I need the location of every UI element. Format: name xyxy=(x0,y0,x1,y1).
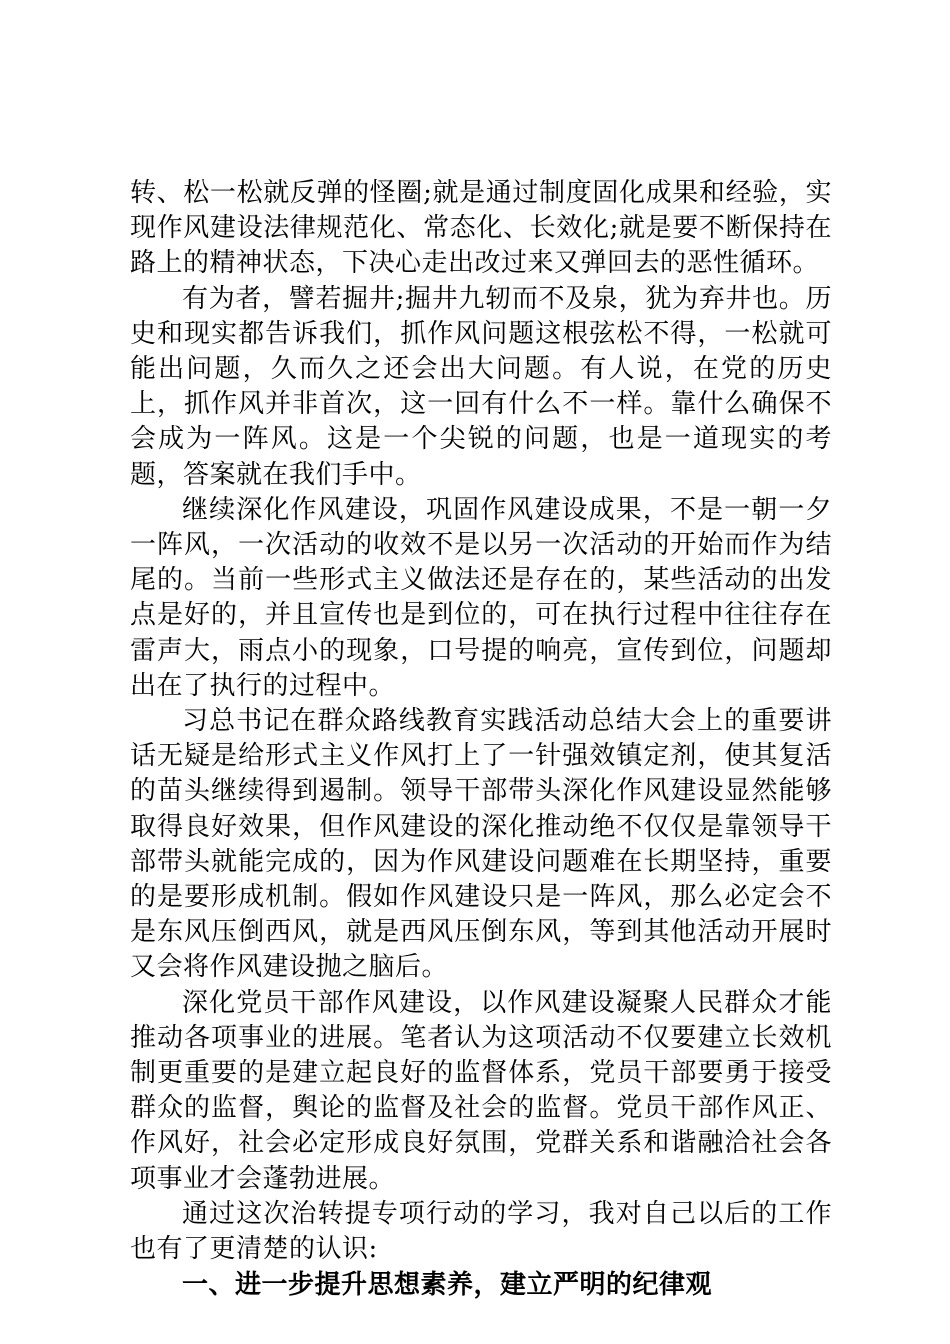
paragraph-6: 通过这次治转提专项行动的学习，我对自己以后的工作也有了更清楚的认识: xyxy=(130,1198,832,1265)
section-heading: 一、进一步提升思想素养，建立严明的纪律观 xyxy=(182,1270,713,1301)
document-body xyxy=(130,176,832,1303)
paragraph-4: 习总书记在群众路线教育实践活动总结大会上的重要讲话无疑是给形式主义作风打上了一针强效镇定剂，使其复活的苗头继续得到遏制。领导干部带头深化作风建设显然能够取得良好效果，但作风建设的深化推动绝不仅仅是靠领导干部带头就能完成的，因为作风建设问题难在长期坚持，重要的是要形成机制。假如作风建设只是一阵风，那么必定会不是东风压倒西风，就是西风压倒东风，等到其他活动开展时又会将作风建设抛之脑后。 xyxy=(130,706,832,983)
paragraph-2: 有为者，譬若掘井;掘井九轫而不及泉，犹为弃井也。历史和现实都告诉我们，抓作风问题这根弦松不得，一松就可能出问题，久而久之还会出大问题。有人说，在党的历史上，抓作风并非首次，这一回有什么不一样。靠什么确保不会成为一阵风。这是一个尖锐的问题，也是一道现实的考题，答案就在我们手中。 xyxy=(130,283,832,490)
paragraph-1: 转、松一松就反弹的怪圈;就是通过制度固化成果和经验，实现作风建设法律规范化、常态化、长效化;就是要不断保持在路上的精神状态，下决心走出改过来又弹回去的恶性循环。 xyxy=(130,178,832,279)
paragraph-3: 继续深化作风建设，巩固作风建设成果，不是一朝一夕一阵风，一次活动的收效不是以另一次活动的开始而作为结尾的。当前一些形式主义做法还是存在的，某些活动的出发点是好的，并且宣传也是到位的，可在执行过程中往往存在雷声大，雨点小的现象，口号提的响亮，宣传到位，问题却出在了执行的过程中。 xyxy=(130,494,832,701)
paragraph-5: 深化党员干部作风建设，以作风建设凝聚人民群众才能推动各项事业的进展。笔者认为这项活动不仅要建立长效机制更重要的是建立起良好的监督体系，党员干部要勇于接受群众的监督，舆论的监督及社会的监督。党员干部作风正、作风好，社会必定形成良好氛围，党群关系和谐融洽社会各项事业才会蓬勃进展。 xyxy=(130,987,832,1194)
